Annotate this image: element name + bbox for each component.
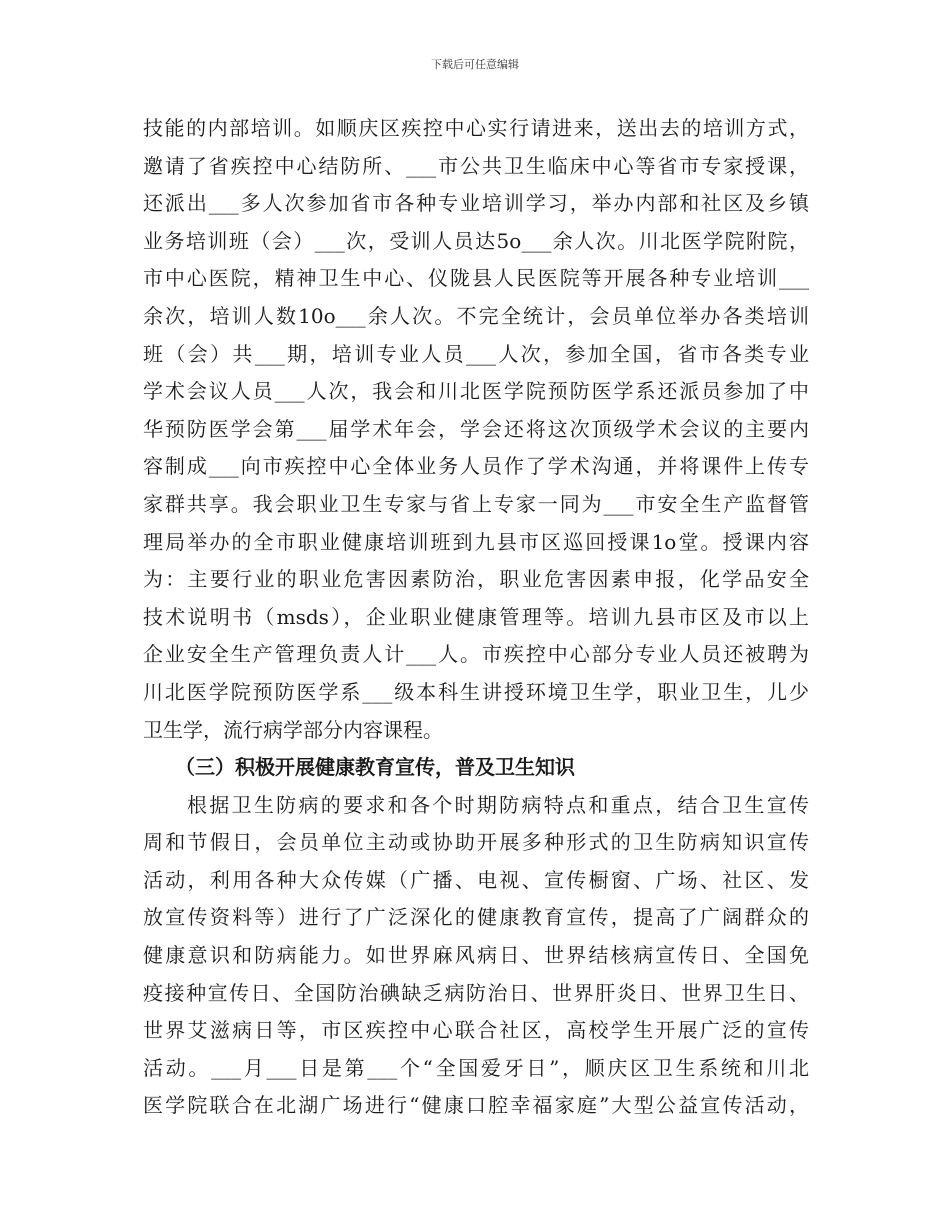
body-line: 技术说明书（msds），企业职业健康管理等。培训九县市区及市以上 [143, 604, 809, 629]
body-line: 理局举办的全市职业健康培训班到九县市区巡回授课1o堂。授课内容 [143, 529, 809, 554]
body-line: 疫接种宣传日、全国防治碘缺乏病防治日、世界肝炎日、世界卫生日、 [143, 980, 809, 1005]
body-line: 华预防医学会第___届学术年会，学会还将这次顶级学术会议的主要内 [143, 416, 809, 441]
body-line: 市中心医院，精神卫生中心、仪陇县人民医院等开展各种专业培训___ [143, 266, 809, 291]
body-line: 容制成___向市疾控中心全体业务人员作了学术沟通，并将课件上传专 [143, 454, 809, 479]
body-line: 邀请了省疾控中心结防所、___市公共卫生临床中心等省市专家授课， [143, 153, 809, 178]
body-line: 还派出___多人次参加省市各种专业培训学习，举办内部和社区及乡镇 [143, 191, 809, 216]
body-line: 企业安全生产管理负责人计___人。市疾控中心部分专业人员还被聘为 [143, 642, 809, 667]
body-line: 健康意识和防病能力。如世界麻风病日、世界结核病宣传日、全国免 [143, 943, 809, 968]
body-line: 业务培训班（会）___次，受训人员达5o___余人次。川北医学院附院， [143, 228, 809, 253]
document-body [143, 110, 809, 1125]
body-line: 活动，利用各种大众传媒（广播、电视、宣传橱窗、广场、社区、发 [143, 867, 809, 892]
body-line: 班（会）共___期，培训专业人员___人次，参加全国，省市各类专业 [143, 341, 809, 366]
body-line: 川北医学院预防医学系___级本科生讲授环境卫生学，职业卫生，儿少 [143, 679, 809, 704]
body-line: 技能的内部培训。如顺庆区疾控中心实行请进来，送出去的培训方式， [143, 116, 809, 140]
body-line: 为：主要行业的职业危害因素防治，职业危害因素申报，化学品安全 [143, 567, 809, 592]
body-line: 卫生学，流行病学部分内容课程。 [143, 717, 443, 742]
body-line: 世界艾滋病日等，市区疾控中心联合社区，高校学生开展广泛的宣传 [143, 1018, 809, 1043]
body-line: 家群共享。我会职业卫生专家与省上专家一同为___市安全生产监督管 [143, 491, 809, 516]
body-line: 医学院联合在北湖广场进行“健康口腔幸福家庭”大型公益宣传活动， [143, 1093, 809, 1118]
body-line: 根据卫生防病的要求和各个时期防病特点和重点，结合卫生宣传 [187, 792, 809, 817]
body-line: 余次，培训人数10o___余人次。不完全统计，会员单位举办各类培训 [143, 303, 809, 328]
body-line: 学术会议人员___人次，我会和川北医学院预防医学系还派员参加了中 [143, 379, 809, 404]
section-heading: （三）积极开展健康教育宣传，普及卫生知识 [175, 755, 575, 780]
body-line: 放宣传资料等）进行了广泛深化的健康教育宣传，提高了广阔群众的 [143, 905, 809, 930]
body-line: 活动。___月___日是第___个“全国爱牙日”，顺庆区卫生系统和川北 [143, 1055, 809, 1080]
body-line: 周和节假日，会员单位主动或协助开展多种形式的卫生防病知识宣传 [143, 830, 809, 855]
page-header: 下载后可任意编辑 [431, 58, 519, 71]
